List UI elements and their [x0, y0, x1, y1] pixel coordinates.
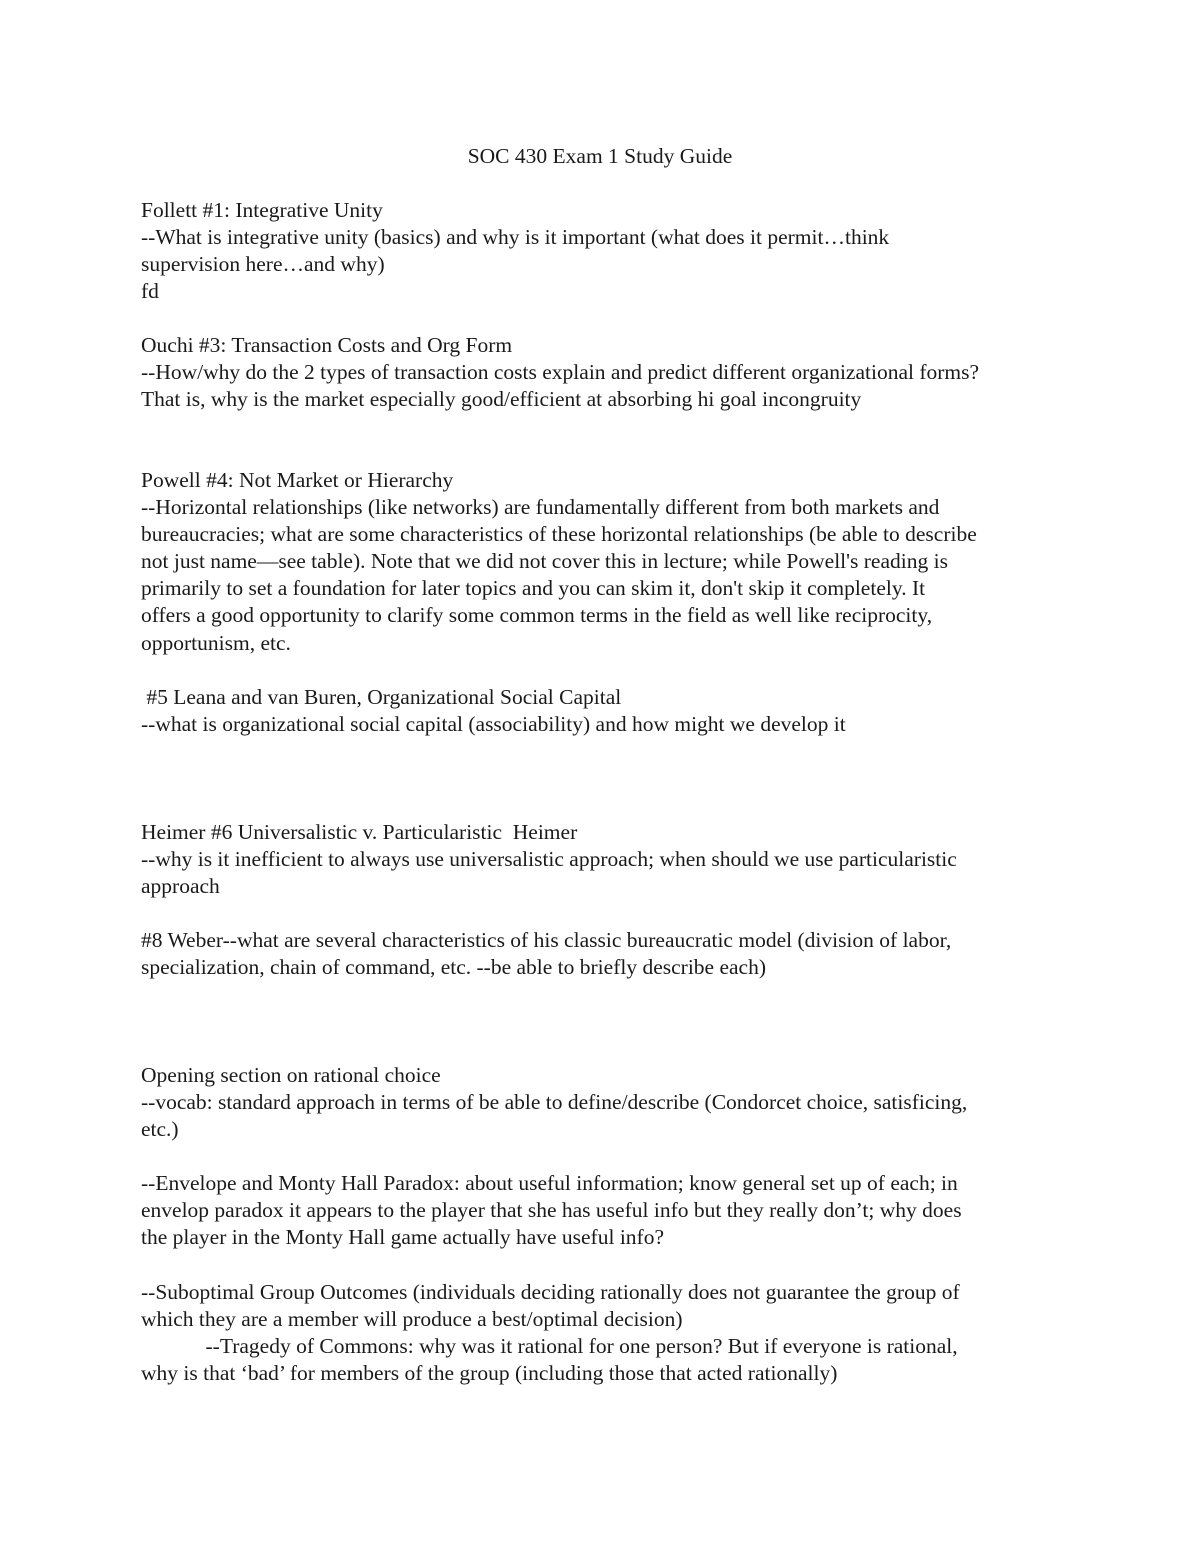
section-text: That is, why is the market especially good/efficient at absorbing hi goal incongruity	[141, 387, 862, 411]
section-text: --Envelope and Monty Hall Paradox: about useful information; know general set up of each; in	[141, 1171, 958, 1195]
section-heading: Opening section on rational choice	[141, 1063, 441, 1087]
section-text: opportunism, etc.	[141, 631, 291, 655]
section-text: --How/why do the 2 types of transaction costs explain and predict different organizational forms?	[141, 360, 980, 384]
section-text: supervision here…and why)	[141, 252, 385, 276]
section-text: --why is it inefficient to always use universalistic approach; when should we use particularistic	[141, 847, 957, 871]
section-heading: Heimer #6 Universalistic v. Particularistic Heimer	[141, 820, 578, 844]
section-heading: Follett #1: Integrative Unity	[141, 198, 383, 222]
section-text: #8 Weber--what are several characteristics of his classic bureaucratic model (division of labor,	[141, 928, 952, 952]
section-text: which they are a member will produce a best/optimal decision)	[141, 1307, 683, 1331]
section-text: --vocab: standard approach in terms of be able to define/describe (Condorcet choice, satisficing,	[141, 1090, 968, 1114]
section-text: primarily to set a foundation for later topics and you can skim it, don't skip it completely. It	[141, 576, 926, 600]
section-text: envelop paradox it appears to the player that she has useful info but they really don’t; why does	[141, 1198, 962, 1222]
section-text: --What is integrative unity (basics) and why is it important (what does it permit…think	[141, 225, 890, 249]
section-text: specialization, chain of command, etc. --be able to briefly describe each)	[141, 955, 767, 979]
section-text: not just name—see table). Note that we did not cover this in lecture; while Powell's reading is	[141, 549, 948, 573]
section-text: offers a good opportunity to clarify some common terms in the field as well like reciprocity,	[141, 603, 933, 627]
section-heading: #5 Leana and van Buren, Organizational Social Capital	[141, 685, 622, 709]
section-text: etc.)	[141, 1117, 179, 1141]
section-text: approach	[141, 874, 220, 898]
section-text: fd	[141, 279, 159, 303]
section-text: why is that ‘bad’ for members of the group (including those that acted rationally)	[141, 1361, 838, 1385]
section-heading: Powell #4: Not Market or Hierarchy	[141, 468, 454, 492]
section-text: --Tragedy of Commons: why was it rational for one person? But if everyone is rational,	[141, 1334, 958, 1358]
section-text: --Suboptimal Group Outcomes (individuals deciding rationally does not guarantee the group of	[141, 1280, 960, 1304]
document-title: SOC 430 Exam 1 Study Guide	[467, 144, 733, 168]
section-text: the player in the Monty Hall game actually have useful info?	[141, 1225, 664, 1249]
section-heading: Ouchi #3: Transaction Costs and Org Form	[141, 333, 513, 357]
section-text: --Horizontal relationships (like networks) are fundamentally different from both markets and	[141, 495, 940, 519]
section-text: --what is organizational social capital (associability) and how might we develop it	[141, 712, 846, 736]
section-text: bureaucracies; what are some characteristics of these horizontal relationships (be able to describe	[141, 522, 977, 546]
